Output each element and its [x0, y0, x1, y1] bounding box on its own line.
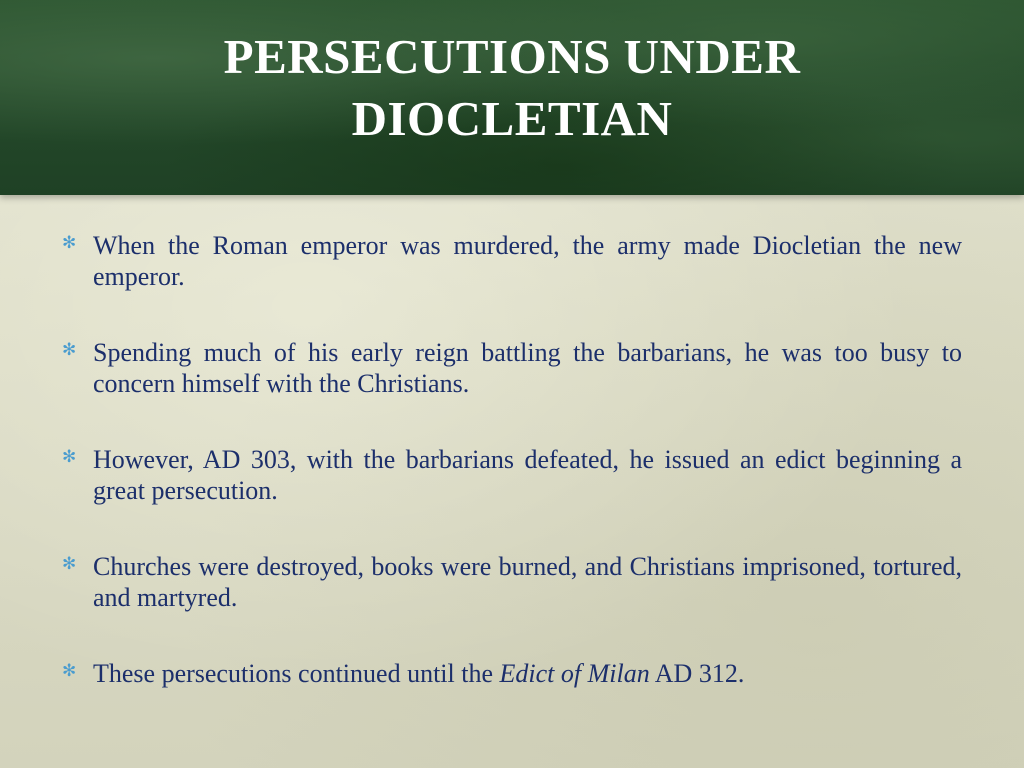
- slide-title-line-2: DIOCLETIAN: [351, 91, 673, 146]
- asterisk-bullet-icon: ✻: [62, 340, 77, 360]
- bullet-item: [62, 551, 962, 613]
- bullet-text-before: These persecutions continued until the: [93, 659, 500, 688]
- bullet-text-after: AD 312.: [649, 659, 745, 688]
- asterisk-bullet-icon: ✻: [62, 554, 77, 574]
- bullet-item: [62, 337, 962, 399]
- asterisk-bullet-icon: ✻: [62, 233, 77, 253]
- bullet-text: When the Roman emperor was murdered, the army made Diocletian the new emperor.: [93, 231, 962, 291]
- slide-title-line-1: PERSECUTIONS UNDER: [223, 29, 801, 84]
- bullet-item: [62, 230, 962, 292]
- bullet-text: Churches were destroyed, books were burned, and Christians imprisoned, tortured, and martyred.: [93, 552, 962, 612]
- asterisk-bullet-icon: ✻: [62, 447, 77, 467]
- slide-title: [0, 26, 1024, 150]
- title-band: [0, 0, 1024, 195]
- edict-of-milan-italic: Edict of Milan: [499, 659, 650, 688]
- bullet-item: [62, 658, 962, 689]
- bullet-text: Spending much of his early reign battling the barbarians, he was too busy to concern himself with the Christians.: [93, 338, 962, 398]
- bullet-list: [62, 230, 962, 734]
- bullet-text: However, AD 303, with the barbarians defeated, he issued an edict beginning a great persecution.: [93, 445, 962, 505]
- bullet-text: [93, 659, 744, 688]
- asterisk-bullet-icon: ✻: [62, 661, 77, 681]
- bullet-item: [62, 444, 962, 506]
